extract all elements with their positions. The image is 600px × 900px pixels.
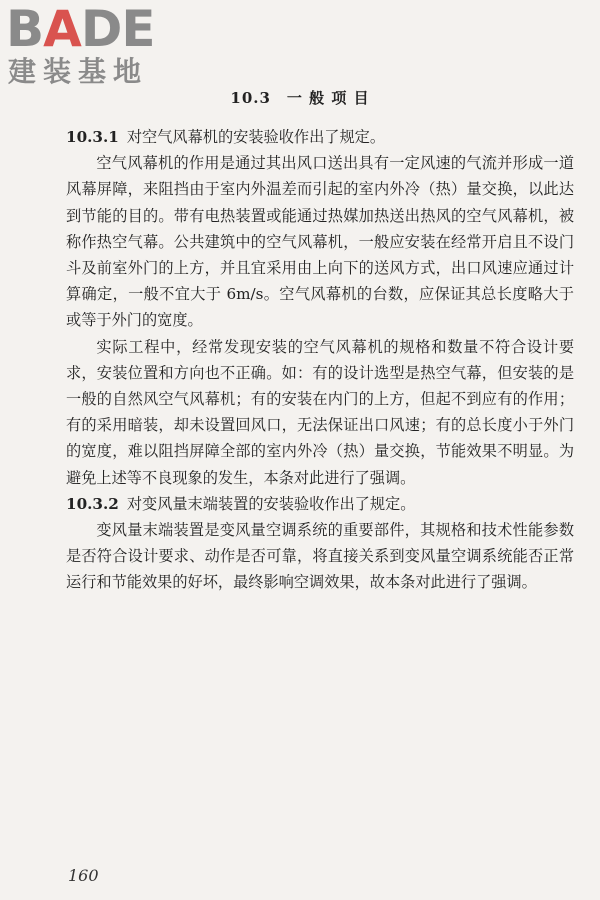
logo-letter-b: B [6,0,44,58]
paragraph: 变风量末端装置是变风量空调系统的重要部件，其规格和技术性能参数是否符合设计要求、动作是否可靠，将直接关系到变风量空调系统能否正常运行和节能效果的好坏，最终影响空调效果，故本条对此进行了强调。 [66,521,574,592]
logo-letter-a-accent: A [43,0,81,58]
logo-letters-de: DE [80,0,155,58]
logo-latin-text [6,0,155,58]
clause-heading-text: 对变风量末端装置的安装验收作出了规定。 [126,494,416,513]
clause-number: 10.3.2 [66,494,119,513]
logo-chinese-text: 建装基地 [8,55,149,88]
page-number: 160 [68,866,99,885]
paragraph: 空气风幕机的作用是通过其出风口送出具有一定风速的气流并形成一道风幕屏障，来阻挡由于室内外温差而引起的室内外冷（热）量交换，以此达到节能的目的。带有电热装置或能通过热媒加热送出热风的空气风幕机，被称作热空气幕。公共建筑中的空气风幕机，一般应安装在经常开启且不设门斗及前室外门的上方，并且宜采用由上向下的送风方式，出口风速应通过计算确定，一般不宜大于 6m/s。空气风幕机的台数，应保证其总长度略大于或等于外门的宽度。 [66,154,574,330]
document-body [66,124,574,596]
clause-number: 10.3.1 [66,128,119,146]
clause-heading-10-3-1 [66,124,574,150]
section-title: 10.3 一 般 项 目 [230,89,370,107]
paragraph: 实际工程中，经常发现安装的空气风幕机的规格和数量不符合设计要求，安装位置和方向也不正确。如：有的设计选型是热空气幕，但安装的是一般的自然风空气风幕机；有的安装在内门的上方，但起不到应有的作用；有的采用暗装，却未设置回风口，无法保证出口风速；有的总长度小于外门的宽度，难以阻挡屏障全部的室内外冷（热）量交换，节能效果不明显。为避免上述等不良现象的发生，本条对此进行了强调。 [66,337,574,487]
clause-heading-10-3-2 [66,491,574,517]
bade-logo [6,0,176,90]
clause-heading-text: 对空气风幕机的安装验收作出了规定。 [126,128,386,146]
